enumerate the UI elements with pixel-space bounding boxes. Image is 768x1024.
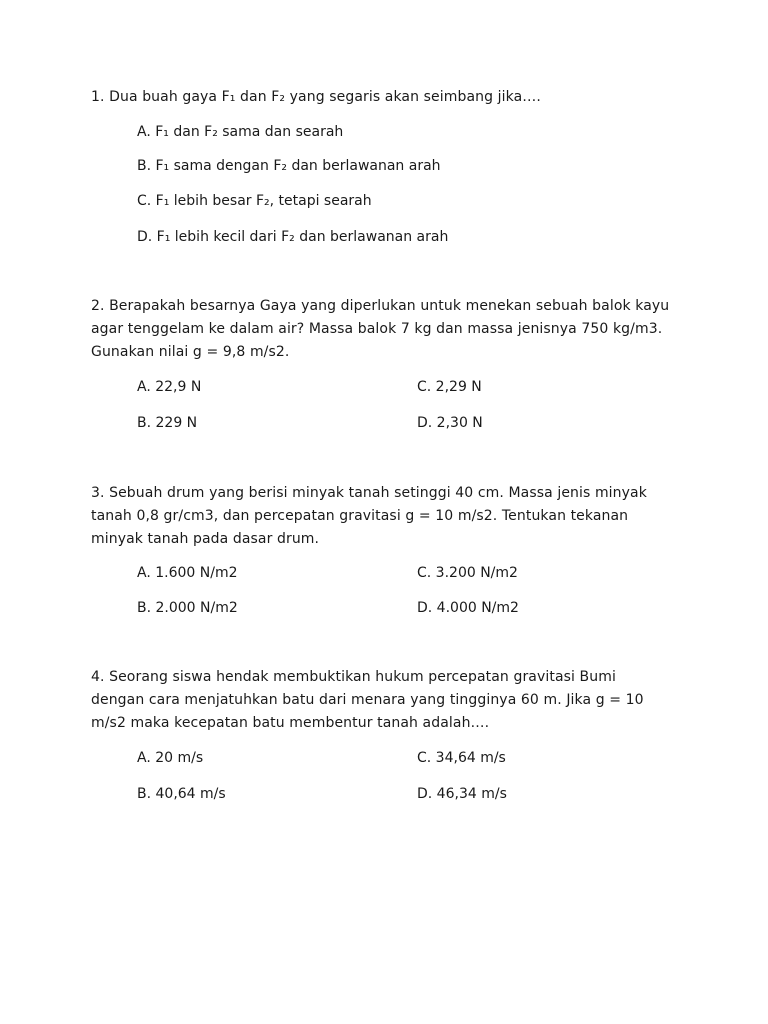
question-4-stem: 4. Seorang siswa hendak membuktikan hukum percepatan gravitasi Bumi dengan cara menjatuhkan batu dari menara yang tingginya 60 m. Jika g = 10 m/s2 maka kecepatan batu membentur tanah adalah…. [91,669,644,731]
question-3 [91,482,671,551]
question-4 [91,666,671,735]
question-1-option-d: D. F₁ lebih kecil dari F₂ dan berlawanan arah [137,229,449,245]
question-3-option-c: C. 3.200 N/m2 [417,565,518,581]
question-1-option-c: C. F₁ lebih besar F₂, tetapi searah [137,193,372,209]
question-4-option-a: A. 20 m/s [137,750,204,766]
question-1-stem: 1. Dua buah gaya F₁ dan F₂ yang segaris akan seimbang jika…. [91,89,541,105]
question-3-option-a: A. 1.600 N/m2 [137,565,238,581]
question-3-stem: 3. Sebuah drum yang berisi minyak tanah setinggi 40 cm. Massa jenis minyak tanah 0,8 gr/cm3, dan percepatan gravitasi g = 10 m/s2. Tentukan tekanan minyak tanah pada dasar drum. [91,485,647,547]
question-4-option-b: B. 40,64 m/s [137,786,226,802]
question-2-option-c: C. 2,29 N [417,379,482,395]
question-2-option-d: D. 2,30 N [417,415,483,431]
question-2-option-a: A. 22,9 N [137,379,202,395]
question-1-option-a: A. F₁ dan F₂ sama dan searah [137,124,344,140]
question-1 [91,86,671,109]
question-2-stem: 2. Berapakah besarnya Gaya yang diperlukan untuk menekan sebuah balok kayu agar tenggelam ke dalam air? Massa balok 7 kg dan massa jenisnya 750 kg/m3. Gunakan nilai g = 9,8 m/s2. [91,298,670,360]
question-1-option-b: B. F₁ sama dengan F₂ dan berlawanan arah [137,158,441,174]
question-4-option-d: D. 46,34 m/s [417,786,507,802]
question-2-option-b: B. 229 N [137,415,198,431]
question-3-option-d: D. 4.000 N/m2 [417,600,519,616]
question-4-option-c: C. 34,64 m/s [417,750,506,766]
question-2 [91,295,671,364]
question-3-option-b: B. 2.000 N/m2 [137,600,238,616]
